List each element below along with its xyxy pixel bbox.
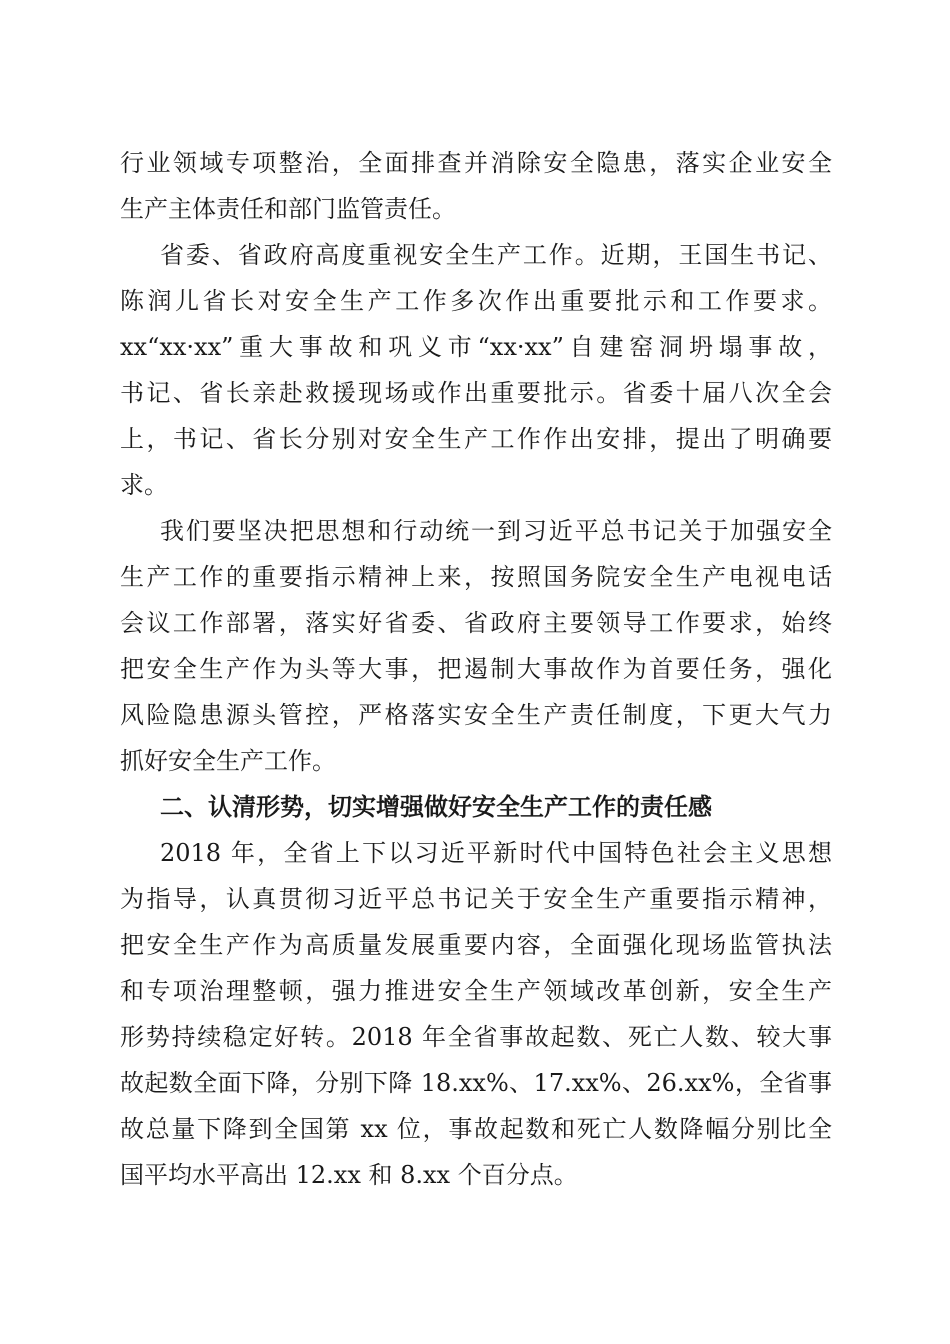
- document-body: [120, 140, 832, 1198]
- text-line: 生产主体责任和部门监管责任。: [120, 195, 456, 223]
- section-heading: 二、认清形势，切实增强做好安全生产工作的责任感: [160, 793, 712, 821]
- text-line: 陈润儿省长对安全生产工作多次作出重要批示和工作要求。: [120, 287, 832, 315]
- text-line: 上，书记、省长分别对安全生产工作作出安排，提出了明确要: [120, 425, 832, 453]
- paragraph: [120, 508, 832, 784]
- text-line: 抓好安全生产工作。: [120, 747, 336, 775]
- text-line: 我们要坚决把思想和行动统一到习近平总书记关于加强安全: [160, 517, 832, 545]
- text-line: 把安全生产作为高质量发展重要内容，全面强化现场监管执法: [120, 931, 832, 959]
- text-line: 国平均水平高出 12.xx 和 8.xx 个百分点。: [120, 1161, 578, 1189]
- text-line: 故总量下降到全国第 xx 位，事故起数和死亡人数降幅分别比全: [120, 1115, 832, 1143]
- text-line: xx“xx·xx”重大事故和巩义市“xx·xx”自建窑洞坍塌事故，: [120, 333, 832, 361]
- text-line: 为指导，认真贯彻习近平总书记关于安全生产重要指示精神，: [120, 885, 832, 913]
- text-line: 生产工作的重要指示精神上来，按照国务院安全生产电视电话: [120, 563, 832, 591]
- paragraph: [120, 140, 832, 232]
- text-line: 把安全生产作为头等大事，把遏制大事故作为首要任务，强化: [120, 655, 832, 683]
- paragraph: [120, 830, 832, 1198]
- text-line: 省委、省政府高度重视安全生产工作。近期，王国生书记、: [160, 241, 832, 269]
- text-line: 风险隐患源头管控，严格落实安全生产责任制度，下更大气力: [120, 701, 832, 729]
- paragraph: [120, 232, 832, 508]
- text-line: 会议工作部署，落实好省委、省政府主要领导工作要求，始终: [120, 609, 832, 637]
- text-line: 行业领域专项整治，全面排查并消除安全隐患，落实企业安全: [120, 149, 832, 177]
- text-line: 求。: [120, 471, 168, 499]
- text-line: 书记、省长亲赴救援现场或作出重要批示。省委十届八次全会: [120, 379, 832, 407]
- text-line: 2018 年，全省上下以习近平新时代中国特色社会主义思想: [160, 839, 832, 867]
- text-line: 和专项治理整顿，强力推进安全生产领域改革创新，安全生产: [120, 977, 832, 1005]
- text-line: 形势持续稳定好转。2018 年全省事故起数、死亡人数、较大事: [120, 1023, 832, 1051]
- text-line: 故起数全面下降，分别下降 18.xx%、17.xx%、26.xx%，全省事: [120, 1069, 832, 1097]
